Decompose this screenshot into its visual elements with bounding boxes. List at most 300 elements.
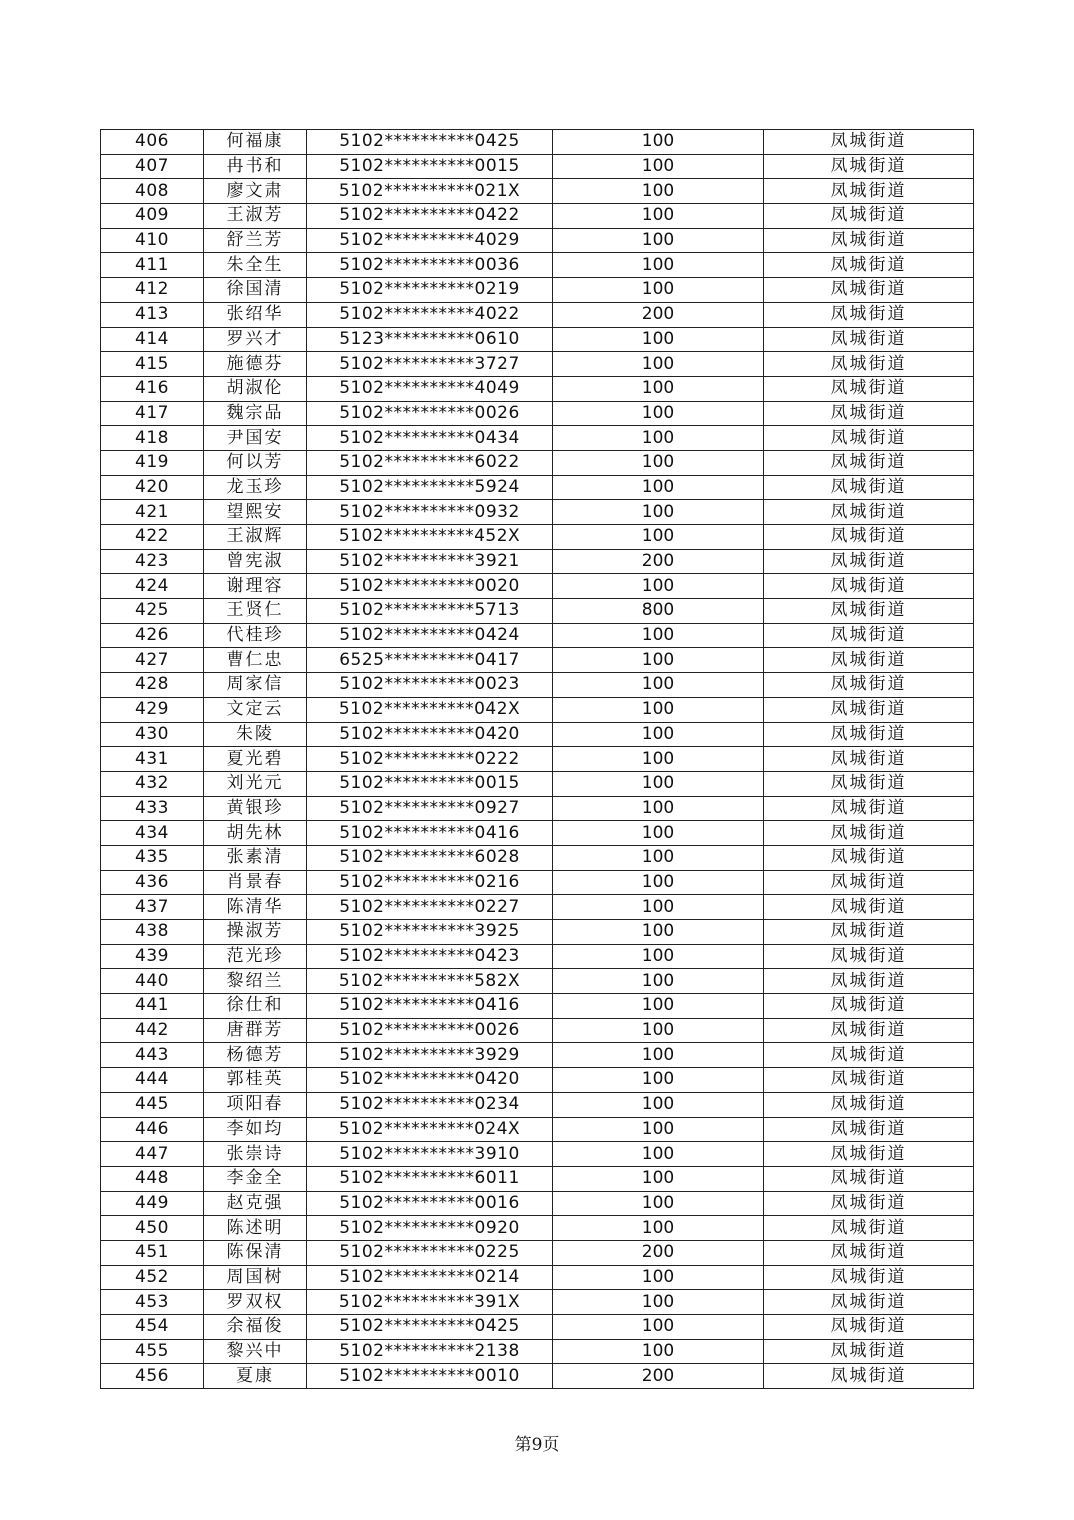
cell-amount: 100	[553, 1216, 764, 1241]
cell-id-number: 5123**********0610	[307, 327, 553, 352]
cell-name: 龙玉珍	[204, 475, 307, 500]
cell-district: 凤城街道	[764, 969, 974, 994]
cell-district: 凤城街道	[764, 920, 974, 945]
table-row	[101, 1191, 974, 1216]
cell-serial-number: 410	[101, 228, 204, 253]
cell-district: 凤城街道	[764, 821, 974, 846]
cell-amount: 200	[553, 302, 764, 327]
cell-district: 凤城街道	[764, 1043, 974, 1068]
cell-amount: 100	[553, 574, 764, 599]
cell-district: 凤城街道	[764, 376, 974, 401]
cell-amount: 100	[553, 1142, 764, 1167]
cell-serial-number: 431	[101, 747, 204, 772]
cell-id-number: 5102**********4022	[307, 302, 553, 327]
table-row	[101, 944, 974, 969]
cell-name: 何以芳	[204, 450, 307, 475]
cell-id-number: 5102**********0227	[307, 895, 553, 920]
cell-serial-number: 442	[101, 1018, 204, 1043]
cell-district: 凤城街道	[764, 673, 974, 698]
cell-id-number: 5102**********024X	[307, 1117, 553, 1142]
cell-serial-number: 453	[101, 1290, 204, 1315]
cell-amount: 100	[553, 204, 764, 229]
cell-district: 凤城街道	[764, 1092, 974, 1117]
cell-id-number: 5102**********0920	[307, 1216, 553, 1241]
cell-district: 凤城街道	[764, 1315, 974, 1340]
table-row	[101, 1043, 974, 1068]
table-row	[101, 327, 974, 352]
cell-id-number: 5102**********0010	[307, 1364, 553, 1389]
cell-name: 罗兴才	[204, 327, 307, 352]
cell-district: 凤城街道	[764, 796, 974, 821]
cell-id-number: 5102**********0214	[307, 1265, 553, 1290]
cell-amount: 100	[553, 895, 764, 920]
cell-name: 张崇诗	[204, 1142, 307, 1167]
cell-name: 尹国安	[204, 426, 307, 451]
cell-name: 代桂珍	[204, 623, 307, 648]
table-row	[101, 994, 974, 1019]
cell-district: 凤城街道	[764, 204, 974, 229]
cell-name: 郭桂英	[204, 1068, 307, 1093]
cell-id-number: 5102**********6022	[307, 450, 553, 475]
cell-name: 陈述明	[204, 1216, 307, 1241]
cell-amount: 100	[553, 1018, 764, 1043]
cell-amount: 100	[553, 623, 764, 648]
table-row	[101, 920, 974, 945]
cell-id-number: 5102**********0420	[307, 1068, 553, 1093]
cell-name: 黎绍兰	[204, 969, 307, 994]
cell-amount: 100	[553, 673, 764, 698]
cell-serial-number: 430	[101, 722, 204, 747]
cell-id-number: 5102**********0434	[307, 426, 553, 451]
cell-name: 文定云	[204, 697, 307, 722]
cell-id-number: 5102**********0015	[307, 154, 553, 179]
cell-amount: 100	[553, 870, 764, 895]
cell-amount: 100	[553, 228, 764, 253]
cell-id-number: 5102**********0016	[307, 1191, 553, 1216]
cell-id-number: 5102**********0216	[307, 870, 553, 895]
cell-amount: 200	[553, 1364, 764, 1389]
cell-serial-number: 406	[101, 130, 204, 155]
cell-amount: 100	[553, 130, 764, 155]
cell-amount: 100	[553, 1339, 764, 1364]
table-row	[101, 648, 974, 673]
cell-serial-number: 408	[101, 179, 204, 204]
table-row	[101, 426, 974, 451]
cell-name: 肖景春	[204, 870, 307, 895]
cell-amount: 100	[553, 1315, 764, 1340]
cell-district: 凤城街道	[764, 426, 974, 451]
cell-id-number: 5102**********0424	[307, 623, 553, 648]
cell-district: 凤城街道	[764, 1339, 974, 1364]
cell-amount: 800	[553, 599, 764, 624]
cell-serial-number: 418	[101, 426, 204, 451]
cell-district: 凤城街道	[764, 1117, 974, 1142]
cell-district: 凤城街道	[764, 1240, 974, 1265]
cell-name: 施德芬	[204, 352, 307, 377]
cell-amount: 100	[553, 500, 764, 525]
cell-name: 冉书和	[204, 154, 307, 179]
cell-name: 李如均	[204, 1117, 307, 1142]
table-row	[101, 278, 974, 303]
cell-district: 凤城街道	[764, 870, 974, 895]
cell-district: 凤城街道	[764, 475, 974, 500]
cell-name: 胡先林	[204, 821, 307, 846]
cell-district: 凤城街道	[764, 450, 974, 475]
cell-id-number: 5102**********3921	[307, 549, 553, 574]
cell-amount: 100	[553, 648, 764, 673]
cell-id-number: 5102**********0425	[307, 130, 553, 155]
cell-serial-number: 407	[101, 154, 204, 179]
cell-serial-number: 412	[101, 278, 204, 303]
cell-amount: 100	[553, 1117, 764, 1142]
cell-serial-number: 429	[101, 697, 204, 722]
cell-name: 夏康	[204, 1364, 307, 1389]
cell-district: 凤城街道	[764, 253, 974, 278]
table-row	[101, 352, 974, 377]
cell-id-number: 5102**********4029	[307, 228, 553, 253]
cell-id-number: 5102**********0020	[307, 574, 553, 599]
cell-amount: 100	[553, 525, 764, 550]
table-row	[101, 1364, 974, 1389]
cell-id-number: 5102**********0416	[307, 821, 553, 846]
table-row	[101, 549, 974, 574]
cell-district: 凤城街道	[764, 1142, 974, 1167]
cell-amount: 100	[553, 376, 764, 401]
cell-id-number: 5102**********5924	[307, 475, 553, 500]
table-row	[101, 475, 974, 500]
cell-name: 黎兴中	[204, 1339, 307, 1364]
cell-serial-number: 428	[101, 673, 204, 698]
cell-serial-number: 444	[101, 1068, 204, 1093]
cell-district: 凤城街道	[764, 179, 974, 204]
cell-name: 黄银珍	[204, 796, 307, 821]
cell-id-number: 5102**********391X	[307, 1290, 553, 1315]
table-row	[101, 623, 974, 648]
cell-district: 凤城街道	[764, 500, 974, 525]
table-row	[101, 969, 974, 994]
cell-amount: 200	[553, 549, 764, 574]
cell-id-number: 5102**********0026	[307, 1018, 553, 1043]
cell-id-number: 5102**********3929	[307, 1043, 553, 1068]
cell-amount: 100	[553, 327, 764, 352]
cell-amount: 100	[553, 401, 764, 426]
cell-serial-number: 443	[101, 1043, 204, 1068]
cell-serial-number: 448	[101, 1166, 204, 1191]
cell-id-number: 5102**********0422	[307, 204, 553, 229]
cell-district: 凤城街道	[764, 845, 974, 870]
table-row	[101, 1166, 974, 1191]
cell-name: 曹仁忠	[204, 648, 307, 673]
cell-amount: 100	[553, 1043, 764, 1068]
cell-id-number: 5102**********0225	[307, 1240, 553, 1265]
cell-amount: 100	[553, 352, 764, 377]
cell-district: 凤城街道	[764, 599, 974, 624]
roster-table	[100, 129, 974, 1389]
cell-serial-number: 424	[101, 574, 204, 599]
cell-amount: 100	[553, 1265, 764, 1290]
cell-id-number: 5102**********0023	[307, 673, 553, 698]
table-row	[101, 302, 974, 327]
cell-amount: 100	[553, 747, 764, 772]
cell-id-number: 5102**********3727	[307, 352, 553, 377]
cell-amount: 100	[553, 969, 764, 994]
cell-serial-number: 447	[101, 1142, 204, 1167]
cell-id-number: 5102**********0219	[307, 278, 553, 303]
cell-name: 操淑芳	[204, 920, 307, 945]
cell-amount: 100	[553, 796, 764, 821]
table-row	[101, 1240, 974, 1265]
cell-district: 凤城街道	[764, 1265, 974, 1290]
cell-name: 余福俊	[204, 1315, 307, 1340]
cell-district: 凤城街道	[764, 154, 974, 179]
cell-name: 杨德芳	[204, 1043, 307, 1068]
cell-name: 何福康	[204, 130, 307, 155]
table-row	[101, 1339, 974, 1364]
cell-district: 凤城街道	[764, 994, 974, 1019]
table-row	[101, 870, 974, 895]
cell-serial-number: 421	[101, 500, 204, 525]
table-row	[101, 697, 974, 722]
cell-district: 凤城街道	[764, 327, 974, 352]
cell-serial-number: 420	[101, 475, 204, 500]
cell-serial-number: 437	[101, 895, 204, 920]
cell-serial-number: 413	[101, 302, 204, 327]
cell-serial-number: 441	[101, 994, 204, 1019]
cell-name: 曾宪淑	[204, 549, 307, 574]
cell-district: 凤城街道	[764, 228, 974, 253]
table-row	[101, 376, 974, 401]
cell-name: 张绍华	[204, 302, 307, 327]
cell-name: 徐国清	[204, 278, 307, 303]
cell-name: 赵克强	[204, 1191, 307, 1216]
cell-serial-number: 409	[101, 204, 204, 229]
table-row	[101, 1142, 974, 1167]
cell-district: 凤城街道	[764, 1068, 974, 1093]
cell-name: 徐仕和	[204, 994, 307, 1019]
cell-district: 凤城街道	[764, 549, 974, 574]
page-number: 第9页	[514, 1435, 560, 1455]
cell-name: 周国树	[204, 1265, 307, 1290]
cell-serial-number: 417	[101, 401, 204, 426]
table-row	[101, 599, 974, 624]
cell-amount: 100	[553, 278, 764, 303]
cell-id-number: 5102**********0932	[307, 500, 553, 525]
cell-serial-number: 450	[101, 1216, 204, 1241]
cell-amount: 100	[553, 1290, 764, 1315]
cell-district: 凤城街道	[764, 278, 974, 303]
table-row	[101, 154, 974, 179]
cell-serial-number: 415	[101, 352, 204, 377]
cell-name: 望熙安	[204, 500, 307, 525]
cell-serial-number: 439	[101, 944, 204, 969]
cell-id-number: 5102**********2138	[307, 1339, 553, 1364]
cell-name: 陈清华	[204, 895, 307, 920]
cell-serial-number: 452	[101, 1265, 204, 1290]
cell-id-number: 5102**********0234	[307, 1092, 553, 1117]
table-row	[101, 1265, 974, 1290]
cell-id-number: 5102**********042X	[307, 697, 553, 722]
table-row	[101, 796, 974, 821]
cell-serial-number: 456	[101, 1364, 204, 1389]
cell-name: 唐群芳	[204, 1018, 307, 1043]
cell-name: 朱全生	[204, 253, 307, 278]
cell-name: 廖文肃	[204, 179, 307, 204]
table-row	[101, 401, 974, 426]
table-row	[101, 1216, 974, 1241]
cell-amount: 100	[553, 179, 764, 204]
roster-table-body	[101, 130, 974, 1389]
cell-id-number: 5102**********0420	[307, 722, 553, 747]
table-row	[101, 673, 974, 698]
cell-serial-number: 426	[101, 623, 204, 648]
cell-amount: 100	[553, 1092, 764, 1117]
cell-district: 凤城街道	[764, 895, 974, 920]
table-row	[101, 574, 974, 599]
cell-id-number: 5102**********0423	[307, 944, 553, 969]
cell-district: 凤城街道	[764, 697, 974, 722]
table-row	[101, 1315, 974, 1340]
cell-district: 凤城街道	[764, 1191, 974, 1216]
cell-serial-number: 435	[101, 845, 204, 870]
cell-serial-number: 419	[101, 450, 204, 475]
cell-amount: 100	[553, 771, 764, 796]
cell-amount: 100	[553, 154, 764, 179]
cell-id-number: 5102**********0026	[307, 401, 553, 426]
cell-district: 凤城街道	[764, 130, 974, 155]
cell-id-number: 6525**********0417	[307, 648, 553, 673]
cell-serial-number: 434	[101, 821, 204, 846]
cell-district: 凤城街道	[764, 574, 974, 599]
cell-id-number: 5102**********3910	[307, 1142, 553, 1167]
table-row	[101, 895, 974, 920]
table-row	[101, 130, 974, 155]
cell-serial-number: 422	[101, 525, 204, 550]
cell-district: 凤城街道	[764, 648, 974, 673]
cell-serial-number: 455	[101, 1339, 204, 1364]
cell-serial-number: 427	[101, 648, 204, 673]
table-row	[101, 821, 974, 846]
cell-amount: 100	[553, 821, 764, 846]
cell-amount: 100	[553, 475, 764, 500]
cell-amount: 100	[553, 426, 764, 451]
table-row	[101, 204, 974, 229]
cell-serial-number: 438	[101, 920, 204, 945]
table-row	[101, 747, 974, 772]
cell-id-number: 5102**********582X	[307, 969, 553, 994]
table-row	[101, 1117, 974, 1142]
cell-serial-number: 454	[101, 1315, 204, 1340]
cell-serial-number: 436	[101, 870, 204, 895]
cell-name: 魏宗品	[204, 401, 307, 426]
table-row	[101, 179, 974, 204]
cell-id-number: 5102**********021X	[307, 179, 553, 204]
cell-serial-number: 446	[101, 1117, 204, 1142]
cell-amount: 100	[553, 450, 764, 475]
cell-amount: 100	[553, 994, 764, 1019]
cell-id-number: 5102**********0015	[307, 771, 553, 796]
cell-district: 凤城街道	[764, 771, 974, 796]
cell-district: 凤城街道	[764, 1364, 974, 1389]
cell-district: 凤城街道	[764, 1166, 974, 1191]
cell-id-number: 5102**********5713	[307, 599, 553, 624]
cell-id-number: 5102**********0416	[307, 994, 553, 1019]
cell-serial-number: 432	[101, 771, 204, 796]
table-row	[101, 1068, 974, 1093]
cell-serial-number: 423	[101, 549, 204, 574]
cell-serial-number: 440	[101, 969, 204, 994]
table-row	[101, 228, 974, 253]
table-row	[101, 525, 974, 550]
table-row	[101, 1290, 974, 1315]
cell-name: 朱陵	[204, 722, 307, 747]
cell-district: 凤城街道	[764, 1216, 974, 1241]
cell-amount: 100	[553, 845, 764, 870]
cell-name: 王贤仁	[204, 599, 307, 624]
table-row	[101, 1092, 974, 1117]
cell-id-number: 5102**********6028	[307, 845, 553, 870]
cell-name: 刘光元	[204, 771, 307, 796]
table-row	[101, 845, 974, 870]
cell-district: 凤城街道	[764, 944, 974, 969]
cell-district: 凤城街道	[764, 722, 974, 747]
cell-name: 王淑芳	[204, 204, 307, 229]
cell-serial-number: 449	[101, 1191, 204, 1216]
cell-id-number: 5102**********0927	[307, 796, 553, 821]
cell-district: 凤城街道	[764, 747, 974, 772]
cell-amount: 100	[553, 697, 764, 722]
cell-serial-number: 451	[101, 1240, 204, 1265]
cell-id-number: 5102**********0222	[307, 747, 553, 772]
cell-amount: 100	[553, 1191, 764, 1216]
cell-district: 凤城街道	[764, 302, 974, 327]
cell-serial-number: 445	[101, 1092, 204, 1117]
cell-serial-number: 425	[101, 599, 204, 624]
cell-district: 凤城街道	[764, 401, 974, 426]
table-row	[101, 450, 974, 475]
cell-id-number: 5102**********3925	[307, 920, 553, 945]
cell-name: 范光珍	[204, 944, 307, 969]
cell-name: 夏光碧	[204, 747, 307, 772]
cell-district: 凤城街道	[764, 525, 974, 550]
cell-name: 张素清	[204, 845, 307, 870]
cell-district: 凤城街道	[764, 623, 974, 648]
table-row	[101, 500, 974, 525]
cell-serial-number: 433	[101, 796, 204, 821]
cell-serial-number: 416	[101, 376, 204, 401]
cell-name: 项阳春	[204, 1092, 307, 1117]
cell-amount: 100	[553, 944, 764, 969]
cell-amount: 100	[553, 1166, 764, 1191]
table-row	[101, 1018, 974, 1043]
cell-serial-number: 411	[101, 253, 204, 278]
cell-name: 罗双权	[204, 1290, 307, 1315]
cell-name: 胡淑伦	[204, 376, 307, 401]
cell-id-number: 5102**********0425	[307, 1315, 553, 1340]
cell-amount: 100	[553, 1068, 764, 1093]
cell-amount: 100	[553, 920, 764, 945]
cell-name: 陈保清	[204, 1240, 307, 1265]
cell-id-number: 5102**********0036	[307, 253, 553, 278]
cell-amount: 100	[553, 722, 764, 747]
cell-serial-number: 414	[101, 327, 204, 352]
cell-name: 王淑辉	[204, 525, 307, 550]
cell-district: 凤城街道	[764, 1018, 974, 1043]
table-row	[101, 771, 974, 796]
cell-district: 凤城街道	[764, 352, 974, 377]
cell-name: 周家信	[204, 673, 307, 698]
table-row	[101, 253, 974, 278]
cell-id-number: 5102**********6011	[307, 1166, 553, 1191]
